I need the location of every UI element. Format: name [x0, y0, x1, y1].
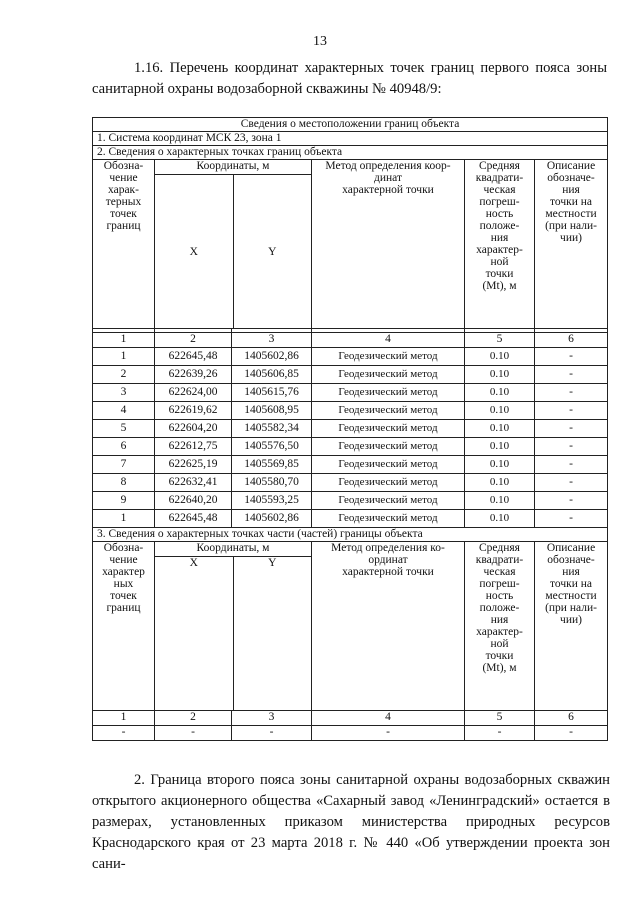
column-number: 1: [93, 333, 155, 348]
point-x: 622639,26: [155, 366, 232, 384]
point-number: 1: [93, 510, 155, 528]
table-row-empty: [93, 726, 608, 741]
point-x: 622632,41: [155, 474, 232, 492]
point-x: 622625,19: [155, 456, 232, 474]
column-number: 5: [465, 333, 535, 348]
point-method: Геодезический метод: [312, 402, 465, 420]
point-accuracy: 0.10: [465, 456, 535, 474]
point-number: 9: [93, 492, 155, 510]
table-row: [93, 402, 608, 420]
column-number: 1: [93, 711, 155, 726]
header-accuracy: Средняя квадрати- ческая погреш- ность положе- ния характер- ной точки (Mt), м: [465, 542, 535, 711]
point-number: 1: [93, 348, 155, 366]
point-x: 622604,20: [155, 420, 232, 438]
point-y: 1405569,85: [232, 456, 312, 474]
point-x: 622645,48: [155, 510, 232, 528]
header-coordinates: [155, 160, 312, 329]
header-method: Метод определения ко- ординат характерной точки: [312, 542, 465, 711]
column-number: 6: [535, 333, 608, 348]
point-y: 1405593,25: [232, 492, 312, 510]
table-row: [93, 492, 608, 510]
header-description: Описание обозначе- ния точки на местности (при нали- чии): [535, 160, 608, 329]
point-accuracy: 0.10: [465, 420, 535, 438]
column-number: 3: [232, 333, 312, 348]
point-description: -: [535, 384, 608, 402]
point-x: 622612,75: [155, 438, 232, 456]
point-number: 7: [93, 456, 155, 474]
empty-cell: -: [312, 726, 465, 741]
table-row: [93, 348, 608, 366]
point-y: 1405608,95: [232, 402, 312, 420]
point-accuracy: 0.10: [465, 474, 535, 492]
point-number: 2: [93, 366, 155, 384]
point-accuracy: 0.10: [465, 384, 535, 402]
header-x: X: [189, 245, 198, 258]
point-x: 622619,62: [155, 402, 232, 420]
point-accuracy: 0.10: [465, 438, 535, 456]
empty-cell: -: [465, 726, 535, 741]
point-x: 622645,48: [155, 348, 232, 366]
header-description: Описание обозначе- ния точки на местности (при нали- чии): [535, 542, 608, 711]
header-x: X: [189, 557, 198, 569]
point-description: -: [535, 492, 608, 510]
point-accuracy: 0.10: [465, 348, 535, 366]
point-method: Геодезический метод: [312, 366, 465, 384]
point-method: Геодезический метод: [312, 384, 465, 402]
column-number: 4: [312, 333, 465, 348]
empty-cell: -: [535, 726, 608, 741]
point-description: -: [535, 366, 608, 384]
point-method: Геодезический метод: [312, 420, 465, 438]
point-method: Геодезический метод: [312, 474, 465, 492]
point-accuracy: 0.10: [465, 366, 535, 384]
column-number: 2: [155, 333, 232, 348]
point-description: -: [535, 474, 608, 492]
point-method: Геодезический метод: [312, 348, 465, 366]
point-accuracy: 0.10: [465, 510, 535, 528]
column-number: 3: [232, 711, 312, 726]
header-coordinates-label: Координаты, м: [155, 542, 311, 557]
table-row: [93, 474, 608, 492]
point-number: 4: [93, 402, 155, 420]
empty-cell: -: [232, 726, 312, 741]
point-method: Геодезический метод: [312, 492, 465, 510]
point-x: 622624,00: [155, 384, 232, 402]
header-point-designation: Обозна- чение харак- терных точек границ: [93, 160, 155, 329]
coordinates-table: [92, 117, 608, 741]
point-y: 1405602,86: [232, 510, 312, 528]
header-coordinates-label: Координаты, м: [155, 160, 311, 175]
point-number: 3: [93, 384, 155, 402]
point-description: -: [535, 510, 608, 528]
empty-cell: -: [93, 726, 155, 741]
point-method: Геодезический метод: [312, 456, 465, 474]
point-description: -: [535, 438, 608, 456]
header-accuracy: Средняя квадрати- ческая погреш- ность положе- ния характер- ной точки (Mt), м: [465, 160, 535, 329]
table-row: [93, 366, 608, 384]
point-method: Геодезический метод: [312, 510, 465, 528]
point-description: -: [535, 456, 608, 474]
header-y: Y: [233, 175, 312, 328]
point-method: Геодезический метод: [312, 438, 465, 456]
column-numbers-row: [93, 711, 608, 726]
column-number: 4: [312, 711, 465, 726]
point-accuracy: 0.10: [465, 402, 535, 420]
boundary-points-section-row: 2. Сведения о характерных точках границ объекта: [93, 146, 608, 160]
point-y: 1405582,34: [232, 420, 312, 438]
section-heading: 1.16. Перечень координат характерных точек границ первого пояса зоны санитарной охраны водозаборной скважины № 40948/9:: [92, 60, 607, 97]
point-description: -: [535, 348, 608, 366]
point-y: 1405602,86: [232, 348, 312, 366]
boundary-part-section-row: 3. Сведения о характерных точках части (частей) границы объекта: [93, 528, 608, 542]
header-method: Метод определения коор- динат характерной точки: [312, 160, 465, 329]
column-number: 6: [535, 711, 608, 726]
point-accuracy: 0.10: [465, 492, 535, 510]
column-numbers-row: [93, 333, 608, 348]
body-paragraph: 2. Граница второго пояса зоны санитарной охраны водозаборных скважин открытого акционерного общества «Сахарный завод «Ленинградский» остается в размерах, установленных приказом министерства природных ресурсов Краснодарского края от 23 марта 2018 г. № 440 «Об утверждении проекта зон сани-: [92, 772, 610, 872]
point-y: 1405606,85: [232, 366, 312, 384]
empty-cell: -: [155, 726, 232, 741]
point-number: 8: [93, 474, 155, 492]
table-title: Сведения о местоположении границ объекта: [93, 118, 608, 132]
table-row: [93, 510, 608, 528]
table-row: [93, 438, 608, 456]
table-row: [93, 456, 608, 474]
header-y: Y: [233, 557, 312, 710]
header-point-designation: Обозна- чение характер ных точек границ: [93, 542, 155, 711]
table-row: [93, 384, 608, 402]
point-number: 5: [93, 420, 155, 438]
point-y: 1405615,76: [232, 384, 312, 402]
point-description: -: [535, 420, 608, 438]
point-x: 622640,20: [155, 492, 232, 510]
point-y: 1405576,50: [232, 438, 312, 456]
point-description: -: [535, 402, 608, 420]
page-number: 13: [313, 34, 327, 49]
point-number: 6: [93, 438, 155, 456]
column-number: 2: [155, 711, 232, 726]
header-coordinates: [155, 542, 312, 711]
table-row: [93, 420, 608, 438]
coordinate-system-row: 1. Система координат МСК 23, зона 1: [93, 132, 608, 146]
column-number: 5: [465, 711, 535, 726]
point-y: 1405580,70: [232, 474, 312, 492]
